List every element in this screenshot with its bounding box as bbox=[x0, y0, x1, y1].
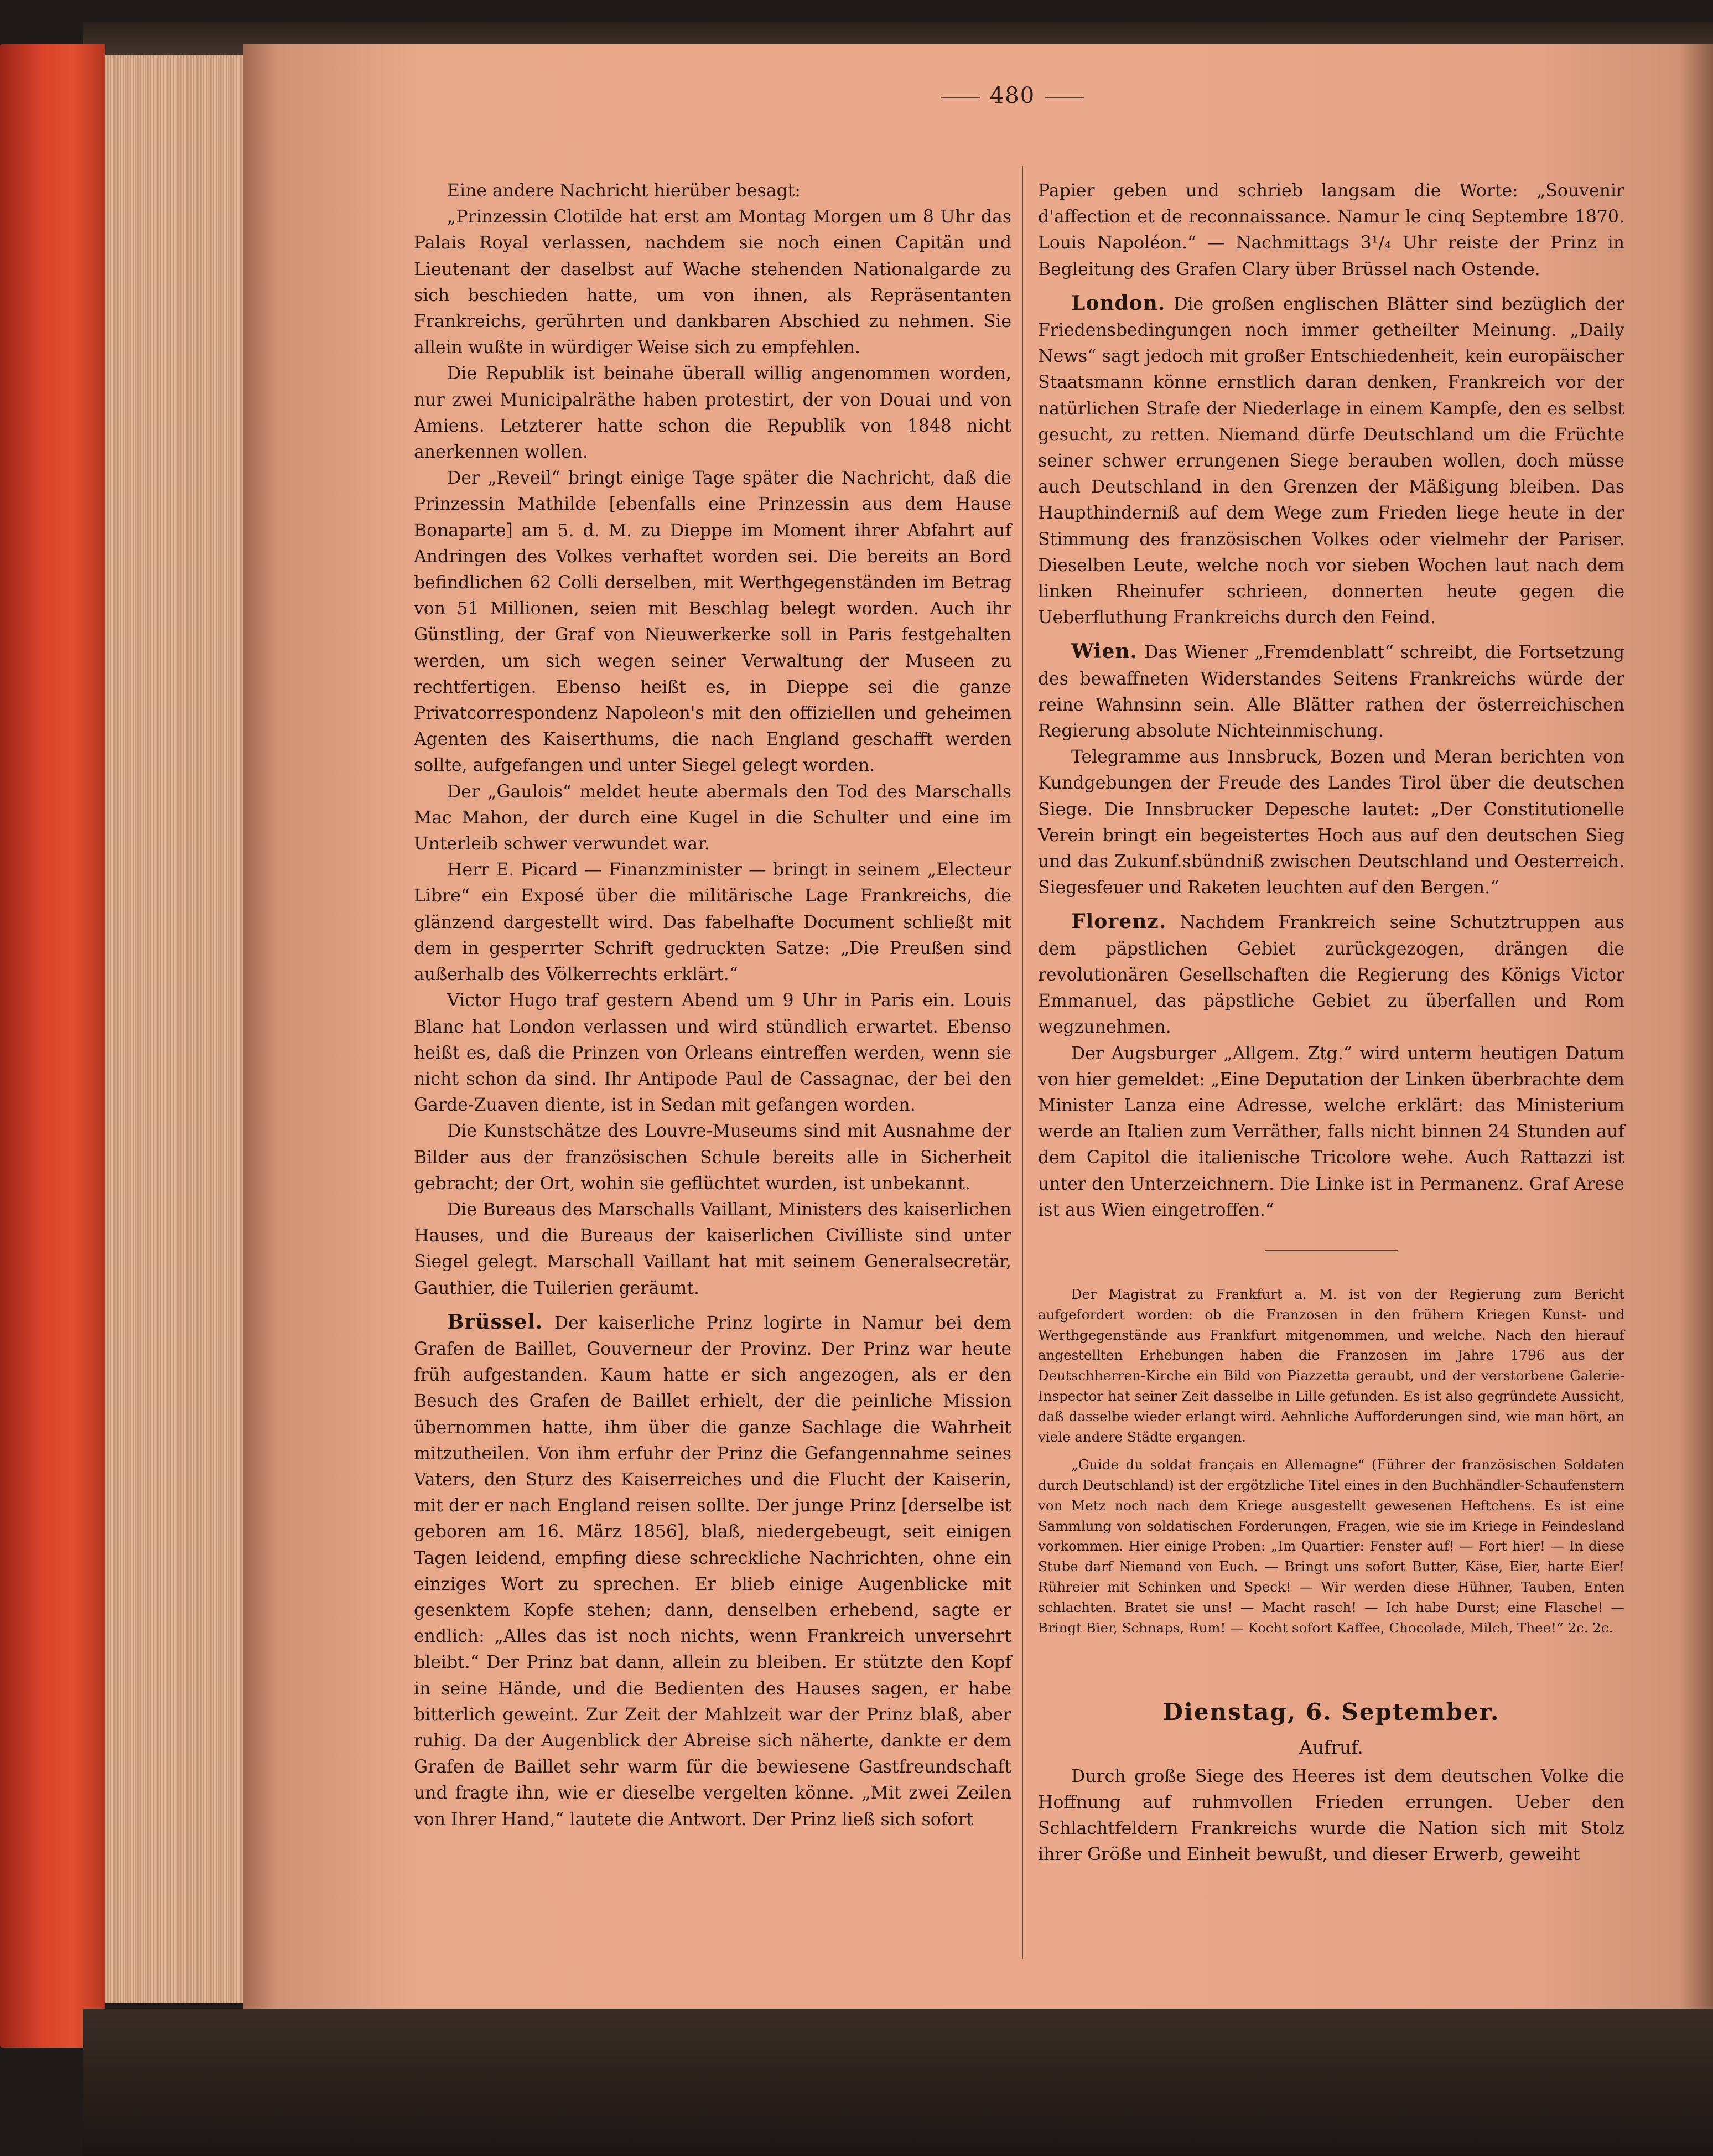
paragraph bbox=[1038, 639, 1624, 744]
aufruf-title: Aufruf. bbox=[1299, 1736, 1363, 1758]
paragraph: Die Kunstschätze des Louvre-Museums sind mit Ausnahme der Bilder aus der französischen Schule bereits alle in Sicherheit gebracht; der Ort, wohin sie geflüchtet wurden, ist unbekannt. bbox=[414, 1121, 1011, 1194]
paragraph: Herr E. Picard — Finanzminister — bringt in seinem „Electeur Libre“ ein Exposé über die militärische Lage Frankreichs, die glänzend dargestellt wird. Das fabelhafte Document schließt mit dem in gesperrter Schrift gedruckten Satze: „Die Preußen sind außerhalb des Völkerrechts erklärt.“ bbox=[414, 860, 1011, 985]
page-number: 480 bbox=[924, 83, 1101, 108]
gutter-shadow bbox=[243, 44, 277, 2009]
small-paragraph: „Guide du soldat français en Allemagne“ (Führer der französischen Soldaten durch Deutschland) ist der ergötzliche Titel eines in den Buchhändler-Schaufenstern von Metz noch nach dem Kriege ausgestellt gewesenen Heftchens. Es ist eine Sammlung von soldatischen Forderungen, Fragen, wie sie im Kriege in Feindesland vorkommen. Hier einige Proben: „Im Quartier: Fenster auf! — Fort hier! — In diese Stube darf Niemand von Euch. — Bringt uns sofort Butter, Käse, Eier, harte Eier! Rühreier mit Schinken und Speck! — Wir werden diese Hühner, Tauben, Enten schlachten. Bratet sie uns! — Macht rasch! — Ich habe Durst; eine Flasche! — Bringt Bier, Schnaps, Rum! — Kocht sofort Kaffee, Chocolade, Milch, Thee!“ 2c. 2c. bbox=[1038, 1457, 1624, 1636]
paragraph-text: Der kaiserliche Prinz logirte in Namur bei dem Grafen de Baillet, Gouverneur der Provinz. Der Prinz war heute früh aufgestanden. Kaum hatte er sich angezogen, als er den Besuch des Grafen de Baillet erhielt, der die peinliche Mission übernommen hatte, ihm über die ganze Sachlage die Wahrheit mitzutheilen. Von ihm erfuhr der Prinz die Gefangennahme seines Vaters, den Sturz des Kaiserreiches und die Flucht der Kaiserin, mit der er nach England reisen sollte. Der junge Prinz [derselbe ist geboren am 16. März 1856], blaß, niedergebeugt, seit einigen Tagen leidend, empfing diese schreckliche Nachrichten, ohne ein einziges Wort zu sprechen. Er blieb einige Augenblicke mit gesenktem Kopfe stehen; dann, denselben erhebend, sagte er endlich: „Alles das ist noch nichts, wenn Frankreich unversehrt bleibt.“ Der Prinz bat dann, allein zu bleiben. Er stützte den Kopf in seine Hände, und die Bedienten des Hauses sagen, er habe bitterlich geweint. Zur Zeit der Mahlzeit war der Prinz blaß, aber ruhig. Da der Augenblick der Abreise sich näherte, dankte er dem Grafen de Baillet sehr warm für die bewiesene Gastfreundschaft und fragte ihn, wie er dieselbe vergelten könne. „Mit zwei Zeilen von Ihrer Hand,“ lautete die Antwort. Der Prinz ließ sich sofort bbox=[414, 1313, 1011, 1830]
paragraph-text: Das Wiener „Fremdenblatt“ schreibt, die Fortsetzung des bewaffneten Widerstandes Seitens Frankreichs würde der reine Wahnsinn sein. Alle Blätter rathen der österreichischen Regierung absolute Nichteinmischung. bbox=[1038, 642, 1624, 742]
paragraph: Der Augsburger „Allgem. Ztg.“ wird unterm heutigen Datum von hier gemeldet: „Eine Deputation der Linken überbrachte dem Minister Lanza eine Adresse, welche erklärt: das Ministerium werde an Italien zum Verräther, falls nicht binnen 24 Stunden auf dem Capitol die italienische Tricolore wehe. Auch Rattazzi ist unter den Unterzeichnern. Die Linke ist in Permanenz. Graf Arese ist aus Wien eingetroffen.“ bbox=[1038, 1043, 1624, 1220]
column-rule bbox=[1022, 166, 1023, 1959]
left-column bbox=[414, 178, 1011, 1833]
page-edge-shadow bbox=[1680, 44, 1713, 2009]
section-heading: Brüssel. bbox=[447, 1310, 543, 1334]
page-edges bbox=[105, 55, 243, 2003]
paragraph: Die Republik ist beinahe überall willig angenommen worden, nur zwei Municipalräthe haben protestirt, der von Douai und von Amiens. Letzterer hatte schon die Republik von 1848 nicht anerkennen wollen. bbox=[414, 364, 1011, 463]
paragraph-text: Die großen englischen Blätter sind bezüglich der Friedensbedingungen noch immer getheilter Meinung. „Daily News“ sagt jedoch mit großer Entschiedenheit, kein europäischer Staatsmann könne ernstlich daran denken, Frankreich vor der natürlichen Strafe der Niederlage in einem Kampfe, den es selbst gesucht, zu retten. Niemand dürfe Deutschland um die Früchte seiner schwer errungenen Siege berauben wollen, doch müsse auch Deutschland in den Grenzen der Mäßigung bleiben. Das Haupthinderniß auf dem Wege zum Frieden liege heute in der Stimmung des französischen Volkes oder vielmehr der Pariser. Dieselben Leute, welche noch vor sieben Wochen laut nach dem linken Rheinufer schrieen, donnerten heute gegen die Ueberfluthung Frankreichs durch den Feind. bbox=[1038, 294, 1624, 628]
section-divider bbox=[1265, 1250, 1398, 1251]
paragraph: Victor Hugo traf gestern Abend um 9 Uhr in Paris ein. Louis Blanc hat London verlassen und wird stündlich erwartet. Ebenso heißt es, daß die Prinzen von Orleans eintreffen werden, wenn sie nicht schon da sind. Ihr Antipode Paul de Cassagnac, der bei den Garde-Zuaven diente, ist in Sedan mit gefangen worden. bbox=[414, 991, 1011, 1116]
day-heading: Dienstag, 6. September. bbox=[1162, 1698, 1500, 1726]
paragraph: Durch große Siege des Heeres ist dem deutschen Volke die Hoffnung auf ruhmvollen Frieden errungen. Ueber den Schlachtfeldern Frankreichs wurde die Nation sich mit Stolz ihrer Größe und Einheit bewußt, und dieser Erwerb, geweiht bbox=[1038, 1766, 1624, 1865]
paragraph-text: Nachdem Frankreich seine Schutztruppen aus dem päpstlichen Gebiet zurückgezogen, drängen die revolutionären Gesellschaften die Regierung des Königs Victor Emmanuel, das päpstliche Gebiet zu überfallen und Rom wegzunehmen. bbox=[1038, 913, 1624, 1038]
small-paragraph: Der Magistrat zu Frankfurt a. M. ist von der Regierung zum Bericht aufgefordert worden: ob die Franzosen in den frühern Kriegen Kunst- und Werthgegenstände aus Frankfurt mitgenommen, und welche. Nach den hierauf angestellten Erhebungen haben die Franzosen im Jahre 1796 aus der Deutschherren-Kirche ein Bild von Piazzetta geraubt, und der verstorbene Galerie-Inspector hat seiner Zeit dasselbe in Lille gefunden. Es ist also gegründete Aussicht, daß dasselbe wieder erlangt wird. Aehnliche Aufforderungen sind, wie man hört, an viele andere Städte ergangen. bbox=[1038, 1286, 1624, 1445]
book-spine bbox=[0, 44, 105, 2048]
right-column bbox=[1038, 178, 1624, 1868]
section-heading: Florenz. bbox=[1071, 910, 1167, 934]
book-bottom-shadow bbox=[83, 2009, 1713, 2156]
paragraph bbox=[1038, 291, 1624, 631]
section-heading: London. bbox=[1071, 291, 1166, 315]
paragraph bbox=[1038, 909, 1624, 1040]
paragraph: Die Bureaus des Marschalls Vaillant, Ministers des kaiserlichen Hauses, und die Bureaus der kaiserlichen Civilliste sind unter Siegel gelegt. Marschall Vaillant hat mit seinem Generalsecretär, Gauthier, die Tuilerien geräumt. bbox=[414, 1199, 1011, 1298]
paragraph: Telegramme aus Innsbruck, Bozen und Meran berichten von Kundgebungen der Freude des Landes Tirol über die deutschen Siege. Die Innsbrucker Depesche lautet: „Der Constitutionelle Verein bringt ein begeistertes Hoch aus auf den deutschen Sieg und das Zukunf.sbündniß zwischen Deutschland und Oesterreich. Siegesfeuer und Raketen leuchten auf den Bergen.“ bbox=[1038, 747, 1624, 898]
section-heading: Wien. bbox=[1071, 640, 1138, 664]
paragraph: Papier geben und schrieb langsam die Worte: „Souvenir d'affection et de reconnaissance. Namur le cinq Septembre 1870. Louis Napoléon.“ — Nachmittags 3¹/₄ Uhr reiste der Prinz in Begleitung des Grafen Clary über Brüssel nach Ostende. bbox=[1038, 181, 1624, 279]
paragraph: Der „Gaulois“ meldet heute abermals den Tod des Marschalls Mac Mahon, der durch eine Kugel in die Schulter und eine im Unterleib schwer verwundet war. bbox=[414, 781, 1011, 854]
paragraph bbox=[414, 1309, 1011, 1833]
paragraph: „Prinzessin Clotilde hat erst am Montag Morgen um 8 Uhr das Palais Royal verlassen, nachdem sie noch einen Capitän und Lieutenant der daselbst auf Wache stehenden Nationalgarde zu sich beschieden hatte, um von ihnen, als Repräsentanten Frankreichs, gerührten und dankbaren Abschied zu nehmen. Sie allein wußte in würdiger Weise sich zu empfehlen. bbox=[414, 207, 1011, 358]
paragraph: Der „Reveil“ bringt einige Tage später die Nachricht, daß die Prinzessin Mathilde [ebenfalls eine Prinzessin aus dem Hause Bonaparte] am 5. d. M. zu Dieppe im Moment ihrer Abfahrt auf Andringen des Volkes verhaftet worden sei. Die bereits an Bord befindlichen 62 Colli derselben, mit Werthgegenständen im Betrag von 51 Millionen, seien mit Beschlag belegt worden. Auch ihr Günstling, der Graf von Nieuwerkerke soll in Paris festgehalten werden, um sich wegen seiner Verwaltung der Museen zu rechtfertigen. Ebenso heißt es, in Dieppe sei die ganze Privatcorrespondenz Napoleon's mit den offiziellen und geheimen Agenten des Kaiserthums, die nach England geschafft werden sollte, aufgefangen und unter Siegel gelegt worden. bbox=[414, 468, 1011, 776]
paragraph: Eine andere Nachricht hierüber besagt: bbox=[447, 181, 801, 201]
